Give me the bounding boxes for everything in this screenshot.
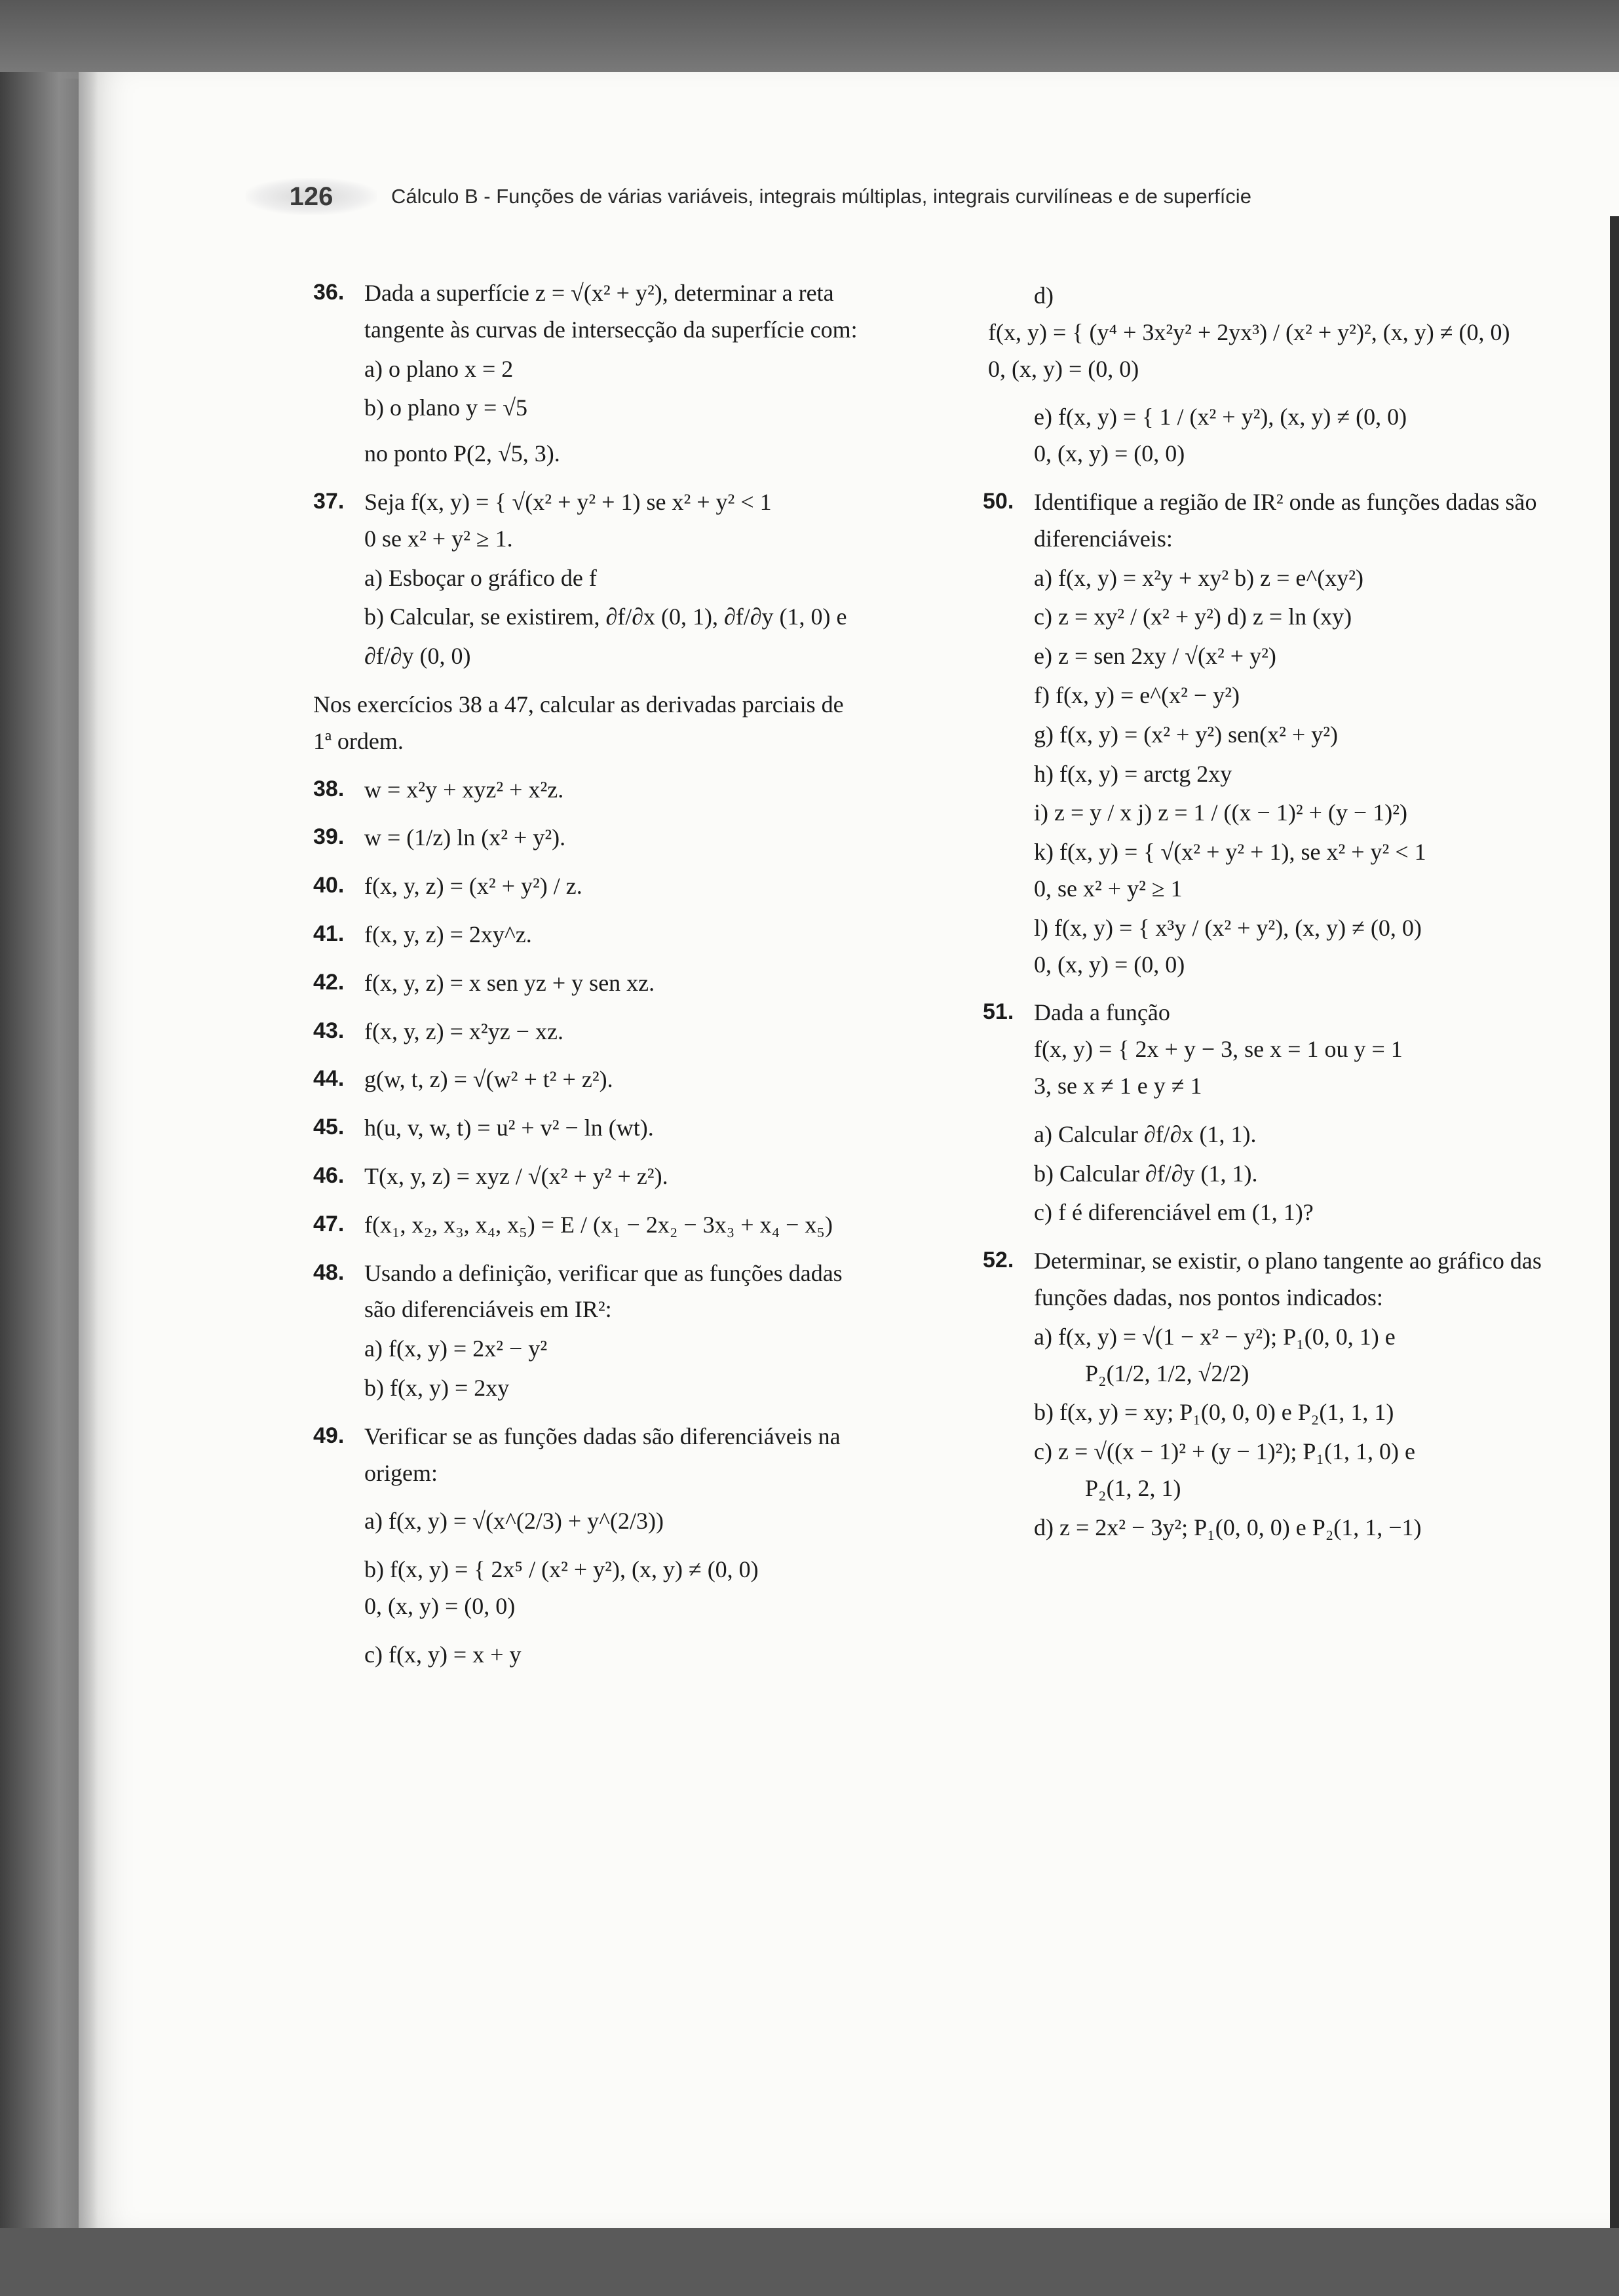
running-title: Cálculo B - Funções de várias variáveis, integrais múltiplas, integrais curvilíneas e de superfície — [391, 185, 1251, 208]
scan-edge-strip — [1610, 216, 1619, 2248]
exercise-subitem: a) f(x, y) = √(x^(2/3) + y^(2/3)) — [364, 1508, 664, 1535]
piecewise-line: f(x, y) = { 2x + y − 3, se x = 1 ou y = 1 — [1034, 1036, 1403, 1063]
exercise-48 — [313, 1255, 968, 1407]
exercise-number: 52. — [983, 1248, 1014, 1273]
exercise-39 — [313, 820, 968, 856]
exercise-subitem: c) f(x, y) = x + y — [364, 1641, 522, 1668]
page-header — [246, 177, 1251, 216]
exercise-number: 42. — [313, 969, 345, 995]
exercise-subitem: g) f(x, y) = (x² + y²) sen(x² + y²) — [1034, 721, 1338, 748]
exercise-subitem: b) o plano y = √5 — [364, 394, 528, 421]
exercise-number: 38. — [313, 776, 345, 801]
page-number: 126 — [246, 178, 377, 215]
exercise-formula: f(x, y, z) = x²yz − xz. — [364, 1018, 563, 1044]
piecewise-line: 0 se x² + y² ≥ 1. — [364, 525, 513, 552]
piecewise-line: 0, (x, y) = (0, 0) — [988, 355, 1139, 382]
instruction-38-47 — [313, 687, 968, 760]
piecewise-line: 0, (x, y) = (0, 0) — [1034, 951, 1185, 978]
exercise-number: 46. — [313, 1162, 345, 1188]
exercise-44 — [313, 1062, 968, 1098]
scan-background-bottom — [0, 2228, 1619, 2296]
exercise-subitem: c) z = xy² / (x² + y²) d) z = ln (xy) — [1034, 603, 1352, 630]
exercise-subitem: b) f(x, y) = xy; P₁(0, 0, 0) e P₂(1, 1, 1) — [1034, 1399, 1394, 1426]
exercise-subitem: d) z = 2x² − 3y²; P₁(0, 0, 0) e P₂(1, 1, −1) — [1034, 1514, 1422, 1540]
exercise-subitem: b) f(x, y) = 2xy — [364, 1374, 510, 1401]
exercise-formula: w = (1/z) ln (x² + y²). — [364, 824, 566, 851]
exercise-text: diferenciáveis: — [1034, 525, 1173, 552]
exercise-subitem: a) o plano x = 2 — [364, 355, 514, 382]
exercise-subitem-continuation: P₂(1/2, 1/2, √2/2) — [1085, 1360, 1249, 1387]
exercise-formula: T(x, y, z) = xyz / √(x² + y² + z²). — [364, 1162, 668, 1189]
exercise-number: 50. — [983, 488, 1014, 514]
piecewise-line: 3, se x ≠ 1 e y ≠ 1 — [1034, 1072, 1202, 1099]
exercise-number: 45. — [313, 1115, 345, 1140]
exercise-37 — [313, 484, 968, 675]
piecewise-line: 0, (x, y) = (0, 0) — [364, 1592, 516, 1619]
exercise-text: Verificar se as funções dadas são diferenciáveis na — [364, 1423, 841, 1449]
exercise-number: 36. — [313, 280, 345, 305]
exercise-subitem: a) Esboçar o gráfico de f — [364, 564, 597, 591]
exercise-subitem: a) Calcular ∂f/∂x (1, 1). — [1034, 1120, 1257, 1147]
exercise-number: 44. — [313, 1066, 345, 1092]
exercise-subitem: b) f(x, y) = { 2x⁵ / (x² + y²), (x, y) ≠ (0, 0) — [364, 1556, 759, 1583]
exercise-subitem: e) f(x, y) = { 1 / (x² + y²), (x, y) ≠ (0, 0) — [1034, 404, 1407, 430]
exercise-text: Determinar, se existir, o plano tangente ao gráfico das — [1034, 1248, 1542, 1274]
exercise-40 — [313, 868, 968, 905]
exercise-formula: f(x, y, z) = (x² + y²) / z. — [364, 873, 582, 900]
exercise-number: 51. — [983, 999, 1014, 1025]
exercise-43 — [313, 1014, 968, 1050]
exercise-subitem: e) z = sen 2xy / √(x² + y²) — [1034, 643, 1276, 670]
scan-background-top — [0, 0, 1619, 79]
piecewise-line: 0, (x, y) = (0, 0) — [1034, 440, 1185, 467]
exercise-subitem: d) — [1034, 282, 1054, 309]
piecewise-line: f(x, y) = { (y⁴ + 3x²y² + 2yx³) / (x² + y²)², (x, y) ≠ (0, 0) — [988, 318, 1510, 345]
exercise-subitem: c) f é diferenciável em (1, 1)? — [1034, 1199, 1314, 1226]
exercise-text: Identifique a região de IR² onde as funções dadas são — [1034, 488, 1537, 515]
exercise-text: Dada a superfície z = √(x² + y²), determinar a reta — [364, 280, 834, 306]
exercise-formula: h(u, v, w, t) = u² + v² − ln (wt). — [364, 1115, 654, 1141]
exercise-formula: f(x₁, x₂, x₃, x₄, x₅) = E / (x₁ − 2x₂ − 3x₃ + x₄ − x₅) — [364, 1211, 833, 1238]
exercise-subitem: l) f(x, y) = { x³y / (x² + y²), (x, y) ≠ (0, 0) — [1034, 914, 1422, 941]
instruction-text: Nos exercícios 38 a 47, calcular as derivadas parciais de — [313, 691, 844, 718]
exercise-50 — [983, 484, 1586, 983]
exercise-49 — [313, 1419, 968, 1674]
exercise-text: Usando a definição, verificar que as funções dadas — [364, 1259, 843, 1286]
exercise-subitem: a) f(x, y) = x²y + xy² b) z = e^(xy²) — [1034, 564, 1364, 591]
exercise-number: 40. — [313, 873, 345, 898]
exercise-49-continued — [983, 278, 1586, 472]
exercise-subitem: b) Calcular, se existirem, ∂f/∂x (0, 1), ∂f/∂y (1, 0) e — [364, 603, 847, 630]
exercise-subitem: i) z = y / x j) z = 1 / ((x − 1)² + (y − 1)²) — [1034, 799, 1407, 826]
piecewise-line: 0, se x² + y² ≥ 1 — [1034, 875, 1183, 902]
exercise-text: origem: — [364, 1459, 438, 1486]
exercise-formula: f(x, y, z) = 2xy^z. — [364, 921, 532, 947]
exercise-41 — [313, 917, 968, 953]
exercise-36 — [313, 275, 968, 472]
exercise-subitem: a) f(x, y) = √(1 − x² − y²); P₁(0, 0, 1) e — [1034, 1323, 1396, 1350]
book-binding-shadow — [0, 72, 98, 2228]
right-column — [983, 275, 1586, 1558]
exercise-text: no ponto P(2, √5, 3). — [364, 440, 560, 467]
exercise-number: 47. — [313, 1211, 345, 1236]
exercise-46 — [313, 1158, 968, 1195]
exercise-47 — [313, 1207, 968, 1244]
exercise-subitem: k) f(x, y) = { √(x² + y² + 1), se x² + y² < 1 — [1034, 839, 1426, 866]
exercise-subitem: ∂f/∂y (0, 0) — [364, 643, 471, 670]
exercise-42 — [313, 965, 968, 1002]
exercise-number: 49. — [313, 1423, 345, 1448]
exercise-text: são diferenciáveis em IR²: — [364, 1296, 612, 1323]
exercise-formula: g(w, t, z) = √(w² + t² + z²). — [364, 1066, 613, 1093]
exercise-formula: f(x, y, z) = x sen yz + y sen xz. — [364, 969, 655, 996]
exercise-45 — [313, 1110, 968, 1147]
exercise-subitem: a) f(x, y) = 2x² − y² — [364, 1335, 548, 1362]
exercise-number: 41. — [313, 921, 345, 946]
instruction-text: 1ª ordem. — [313, 727, 404, 754]
exercise-number: 39. — [313, 824, 345, 850]
left-column — [313, 275, 968, 1685]
exercise-subitem: b) Calcular ∂f/∂y (1, 1). — [1034, 1160, 1258, 1187]
exercise-formula: w = x²y + xyz² + x²z. — [364, 776, 564, 803]
exercise-subitem: f) f(x, y) = e^(x² − y²) — [1034, 681, 1240, 708]
exercise-text: Dada a função — [1034, 999, 1170, 1026]
exercise-subitem: c) z = √((x − 1)² + (y − 1)²); P₁(1, 1, 0) e — [1034, 1438, 1415, 1465]
exercise-52 — [983, 1243, 1586, 1546]
exercise-subitem: h) f(x, y) = arctg 2xy — [1034, 760, 1232, 787]
piecewise-line: Seja f(x, y) = { √(x² + y² + 1) se x² + y² < 1 — [364, 488, 772, 515]
exercise-number: 43. — [313, 1018, 345, 1043]
exercise-number: 48. — [313, 1259, 345, 1285]
exercise-number: 37. — [313, 488, 345, 514]
exercise-38 — [313, 772, 968, 809]
exercise-text: tangente às curvas de intersecção da superfície com: — [364, 316, 858, 343]
exercise-text: funções dadas, nos pontos indicados: — [1034, 1284, 1383, 1311]
exercise-subitem-continuation: P₂(1, 2, 1) — [1085, 1474, 1181, 1501]
exercise-51 — [983, 995, 1586, 1231]
